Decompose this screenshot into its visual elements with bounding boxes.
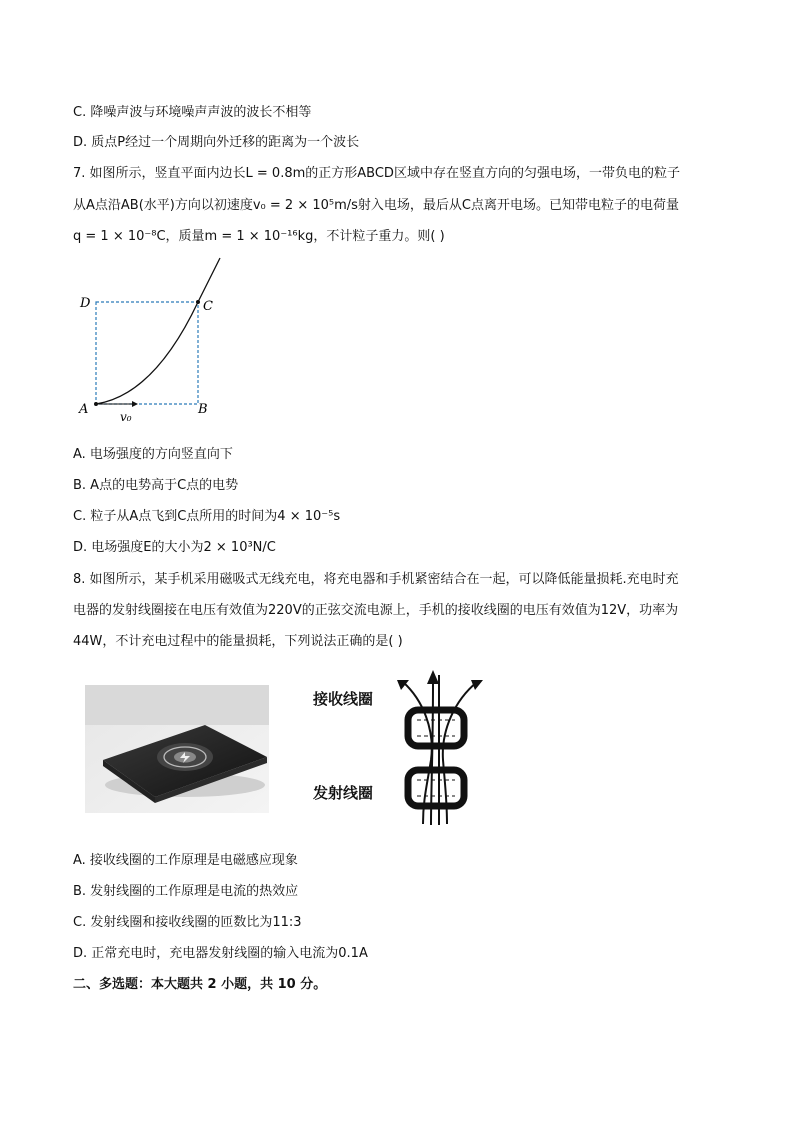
q7-option-c: C. 粒子从A点飞到C点所用的时间为4 × 10⁻⁵s — [73, 509, 341, 524]
q8-option-b: B. 发射线圈的工作原理是电流的热效应 — [73, 884, 299, 899]
q7-stem-line-1: 7. 如图所示，竖直平面内边长L = 0.8m的正方形ABCD区域中存在竖直方向的匀强电场，一带负电的粒子 — [73, 166, 680, 181]
wireless-charger-photo — [85, 685, 269, 813]
receive-coil-label: 接收线圈 — [313, 690, 374, 708]
label-v0: v₀ — [120, 410, 132, 424]
square-abcd — [96, 302, 198, 404]
label-a: A — [79, 402, 89, 417]
q8-option-d: D. 正常充电时，充电器发射线圈的输入电流为0.1A — [73, 946, 368, 961]
label-d: D — [80, 296, 91, 311]
point-c — [196, 300, 200, 304]
q6-option-c: C. 降噪声波与环境噪声声波的波长不相等 — [73, 105, 312, 120]
arrowhead-center — [427, 670, 439, 684]
label-b: B — [198, 402, 208, 417]
q8-stem-line-2: 电器的发射线圈接在电压有效值为220V的正弦交流电源上，手机的接收线圈的电压有效值为12V，功率为 — [73, 603, 679, 618]
q7-figure-square-trajectory — [74, 255, 234, 430]
coil-diagram — [305, 670, 490, 832]
q6-option-d: D. 质点P经过一个周期向外迁移的距离为一个波长 — [73, 135, 360, 150]
point-a — [94, 402, 98, 406]
q7-stem-line-3: q = 1 × 10⁻⁸C，质量m = 1 × 10⁻¹⁶kg，不计粒子重力。则( ) — [73, 229, 445, 244]
particle-trajectory — [96, 258, 220, 404]
label-c: C — [203, 299, 213, 314]
q7-option-a: A. 电场强度的方向竖直向下 — [73, 447, 233, 462]
transmit-coil — [408, 770, 464, 806]
q8-stem-line-1: 8. 如图所示，某手机采用磁吸式无线充电，将充电器和手机紧密结合在一起，可以降低能量损耗.充电时充 — [73, 572, 679, 587]
receive-coil — [408, 710, 464, 746]
velocity-arrowhead — [132, 401, 138, 407]
q7-option-d: D. 电场强度E的大小为2 × 10³N/C — [73, 540, 276, 555]
q8-option-c: C. 发射线圈和接收线圈的匝数比为11:3 — [73, 915, 302, 930]
transmit-coil-label: 发射线圈 — [313, 784, 374, 802]
q8-stem-line-3: 44W，不计充电过程中的能量损耗，下列说法正确的是( ) — [73, 634, 403, 649]
section-2-heading: 二、多选题：本大题共 2 小题，共 10 分。 — [73, 977, 327, 992]
q7-option-b: B. A点的电势高于C点的电势 — [73, 478, 239, 493]
q7-stem-line-2: 从A点沿AB(水平)方向以初速度v₀ = 2 × 10⁵m/s射入电场，最后从C点离开电场。已知带电粒子的电荷量 — [73, 198, 679, 213]
q8-option-a: A. 接收线圈的工作原理是电磁感应现象 — [73, 853, 298, 868]
